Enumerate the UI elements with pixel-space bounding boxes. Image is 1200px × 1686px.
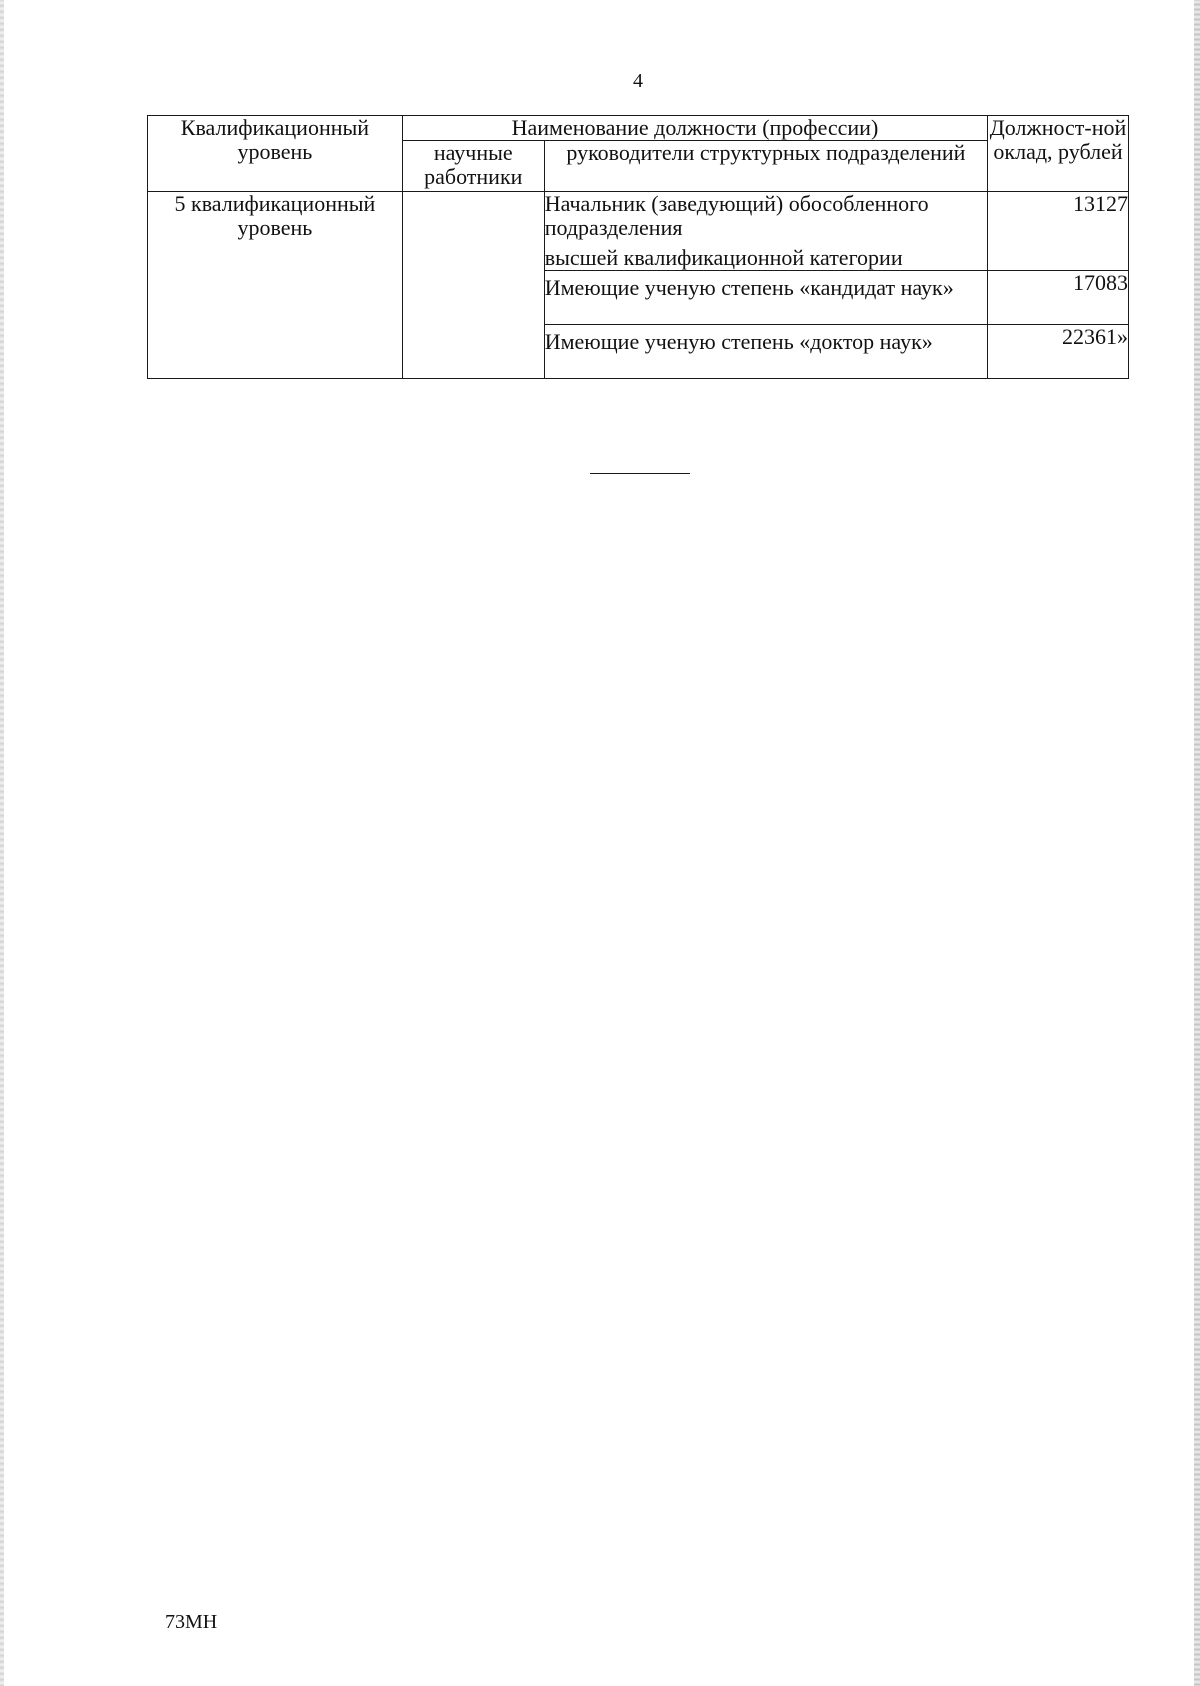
salary-cell: 17083 bbox=[988, 271, 1129, 325]
salary-cell: 22361» bbox=[988, 325, 1129, 379]
header-scientific-workers: научные работники bbox=[402, 141, 544, 192]
salary-table bbox=[147, 115, 1129, 379]
position-text: Начальник (заведующий) обособленного подразделения bbox=[544, 191, 929, 240]
position-cell: Имеющие ученую степень «кандидат наук» bbox=[544, 271, 987, 325]
salary-cell: 13127 bbox=[988, 192, 1129, 271]
end-of-document-rule bbox=[590, 473, 690, 474]
header-department-heads: руководители структурных подразделений bbox=[544, 141, 987, 192]
scan-edge-right bbox=[1194, 0, 1200, 1686]
position-cell: Имеющие ученую степень «доктор наук» bbox=[544, 325, 987, 379]
header-salary: Должност-ной оклад, рублей bbox=[988, 116, 1129, 192]
table-row bbox=[148, 192, 1129, 271]
table-header-row bbox=[148, 116, 1129, 141]
header-position-name: Наименование должности (профессии) bbox=[402, 116, 987, 141]
position-cell bbox=[544, 192, 987, 271]
footer-document-code: 73МН bbox=[165, 1611, 218, 1633]
scan-edge-left bbox=[0, 0, 4, 1686]
qualification-level-cell: 5 квалификационный уровень bbox=[148, 192, 403, 379]
scientific-workers-cell bbox=[402, 192, 544, 379]
page-number: 4 bbox=[633, 70, 643, 92]
header-qualification-level: Квалификационный уровень bbox=[148, 116, 403, 192]
position-text-category: высшей квалификационной категории bbox=[544, 245, 903, 270]
